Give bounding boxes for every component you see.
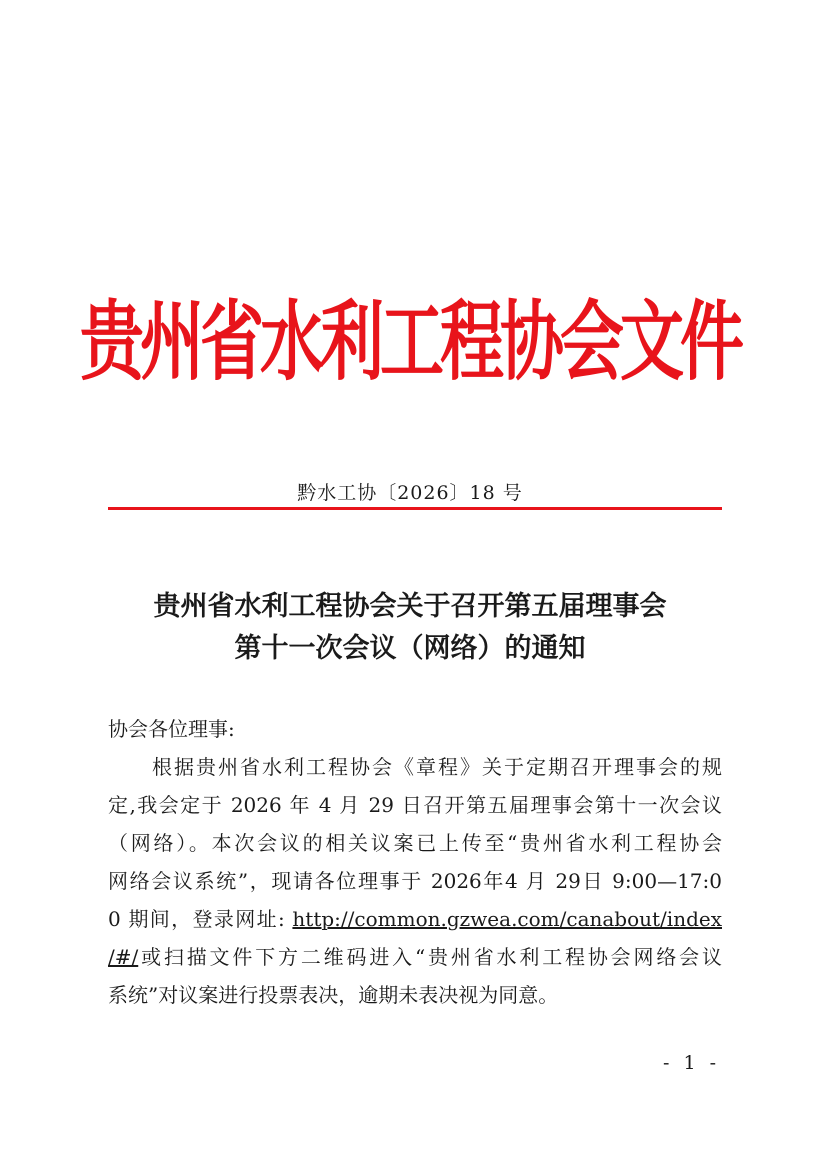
body-line-2: 定,我会定于 2026 年 4 月 29 日召开第五届理事会第十一次会议: [108, 793, 722, 817]
notice-title-line-1: 贵州省水利工程协会关于召开第五届理事会: [153, 591, 667, 622]
body-line-7: 系统”对议案进行投票表决，逾期未表决视为同意。: [108, 983, 559, 1007]
salutation: 协会各位理事:: [108, 717, 235, 741]
login-url-link-continued[interactable]: /#/: [108, 945, 139, 969]
login-url-link[interactable]: http://common.gzwea.com/canabout/index: [292, 907, 722, 931]
qr-instruction-text: 或扫描文件下方二维码进入“贵州省水利工程协会网络会议: [138, 945, 722, 969]
body-line-4: 网络会议系统”，现请各位理事于 2026年4 月 29日 9:00—17:0: [108, 869, 722, 893]
notice-body: [108, 710, 722, 1014]
notice-title: [80, 586, 740, 670]
login-url-label: 0 期间，登录网址:: [108, 907, 293, 931]
page-number: - 1 -: [662, 1052, 720, 1074]
body-line-5: [108, 900, 722, 938]
body-line-3: （网络）。本次会议的相关议案已上传至“贵州省水利工程协会: [108, 831, 722, 855]
body-line-1: 根据贵州省水利工程协会《章程》关于定期召开理事会的规: [108, 755, 722, 779]
body-line-6: [108, 938, 722, 976]
document-header-title: 贵州省水利工程协会文件: [80, 293, 740, 394]
notice-title-line-2: 第十一次会议（网络）的通知: [234, 633, 586, 664]
document-number: 黔水工协〔2026〕18 号: [297, 482, 523, 504]
red-divider-line: [108, 507, 722, 510]
